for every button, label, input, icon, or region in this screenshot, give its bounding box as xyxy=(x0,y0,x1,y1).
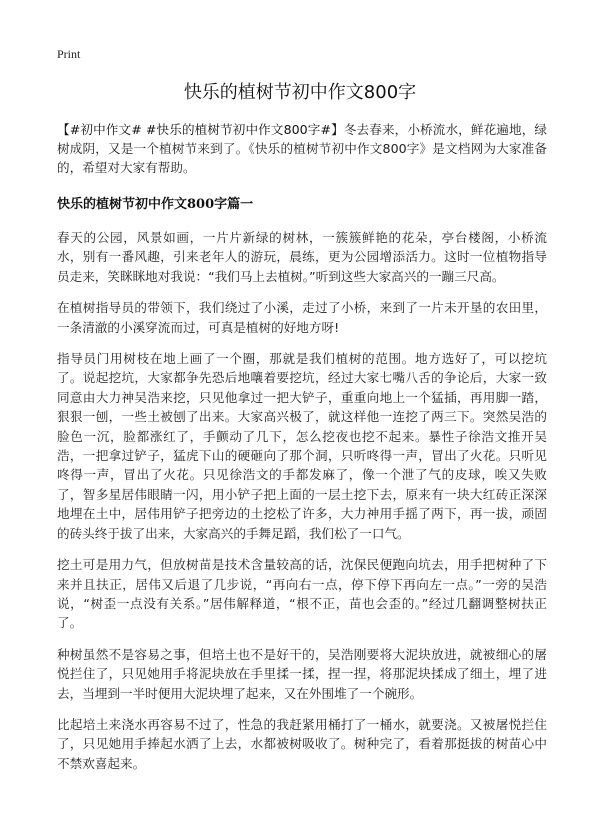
body-paragraph: 在植树指导员的带领下，我们绕过了小溪，走过了小桥，来到了一片未开垦的农田里，一条清澈的小溪穿流而过，可真是植树的好地方呀! xyxy=(57,300,547,335)
section-heading: 快乐的植树节初中作文800字篇一 xyxy=(57,197,254,212)
intro-paragraph xyxy=(57,120,547,177)
document-body xyxy=(57,120,547,785)
body-paragraph: 种树虽然不是容易之事，但培土也不是好干的，吴浩刚要将大泥块放进，就被细心的屠悦拦住了，只见她用手将泥块放在手里揉一揉，捏一捏，将那泥块揉成了细土，埋了进去，当埋到一半时便用大泥块埋了起来，又在外围堆了一个碗形。 xyxy=(57,646,547,701)
body-paragraph: 指导员门用树枝在地上画了一个圈，那就是我们植树的范围。地方选好了，可以挖坑了。说起挖坑，大家都争先恐后地嚷着要挖坑，经过大家七嘴八舌的争论后，大家一致同意由大力神吴浩来挖，只见他拿过一把大铲子，重重向地上一个猛插，再用脚一踏，狠狠一刨，一些土被刨了出来。大家高兴极了，就这样他一连挖了两三下。突然吴浩的脸色一沉，脸都涨红了，手颤动了几下，怎么挖夜也挖不起来。暴性子徐浩文推开吴浩，一把拿过铲子，猛虎下山的硬砸向了那个洞，只听咚得一声，冒出了火花。只听见咚得一声，冒出了火花。只见徐浩文的手都发麻了，像一个泄了气的皮球，唉又失败了，智多星居伟眼睛一闪，用小铲子把上面的一层土挖下去，原来有一块大红砖正深深地埋在土中，居伟用铲子把旁边的土挖松了许多，大力神用手摇了两下，再一拔，顽固的砖头终于拔了出来，大家高兴的手舞足蹈，我们松了一口气。 xyxy=(57,351,547,541)
print-label: Print xyxy=(57,47,81,61)
body-paragraph: 比起培土来浇水再容易不过了，性急的我赶紧用桶打了一桶水，就要浇。又被屠悦拦住了，只见她用手捧起水洒了上去，水都被树吸收了。树种完了，看着那挺拔的树苗心中不禁欢喜起来。 xyxy=(57,716,547,771)
document-title: 快乐的植树节初中作文800字 xyxy=(183,82,417,103)
intro-text: 冬去春来，小桥流水，鲜花遍地，绿树成阴，又是一个植树节来到了。《快乐的植树节初中作文800字》是文档网为大家准备的，希望对大家有帮助。 xyxy=(57,122,548,175)
body-paragraph: 挖土可是用力气，但放树苗是技术含量较高的话，沈保民便跑向坑去，用手把树种了下来并且扶正，居伟又后退了几步说，“再向右一点，停下停下再向左一点。”一旁的吴浩说，“树歪一点没有关系。”居伟解释道，“根不正，苗也会歪的。”经过几翻调整树扶正了。 xyxy=(57,557,547,631)
intro-tag: 【#初中作文# #快乐的植树节初中作文800字#】 xyxy=(57,122,344,137)
body-paragraph: 春天的公园，风景如画，一片片新绿的树林，一簇簇鲜艳的花朵，亭台楼阁，小桥流水，别有一番风趣，引来老年人的游玩，晨练，更为公园增添活力。这时一位植物指导员走来，笑眯眯地对我说：“我们马上去植树。”听到这些大家高兴的一蹦三尺高。 xyxy=(57,230,547,284)
